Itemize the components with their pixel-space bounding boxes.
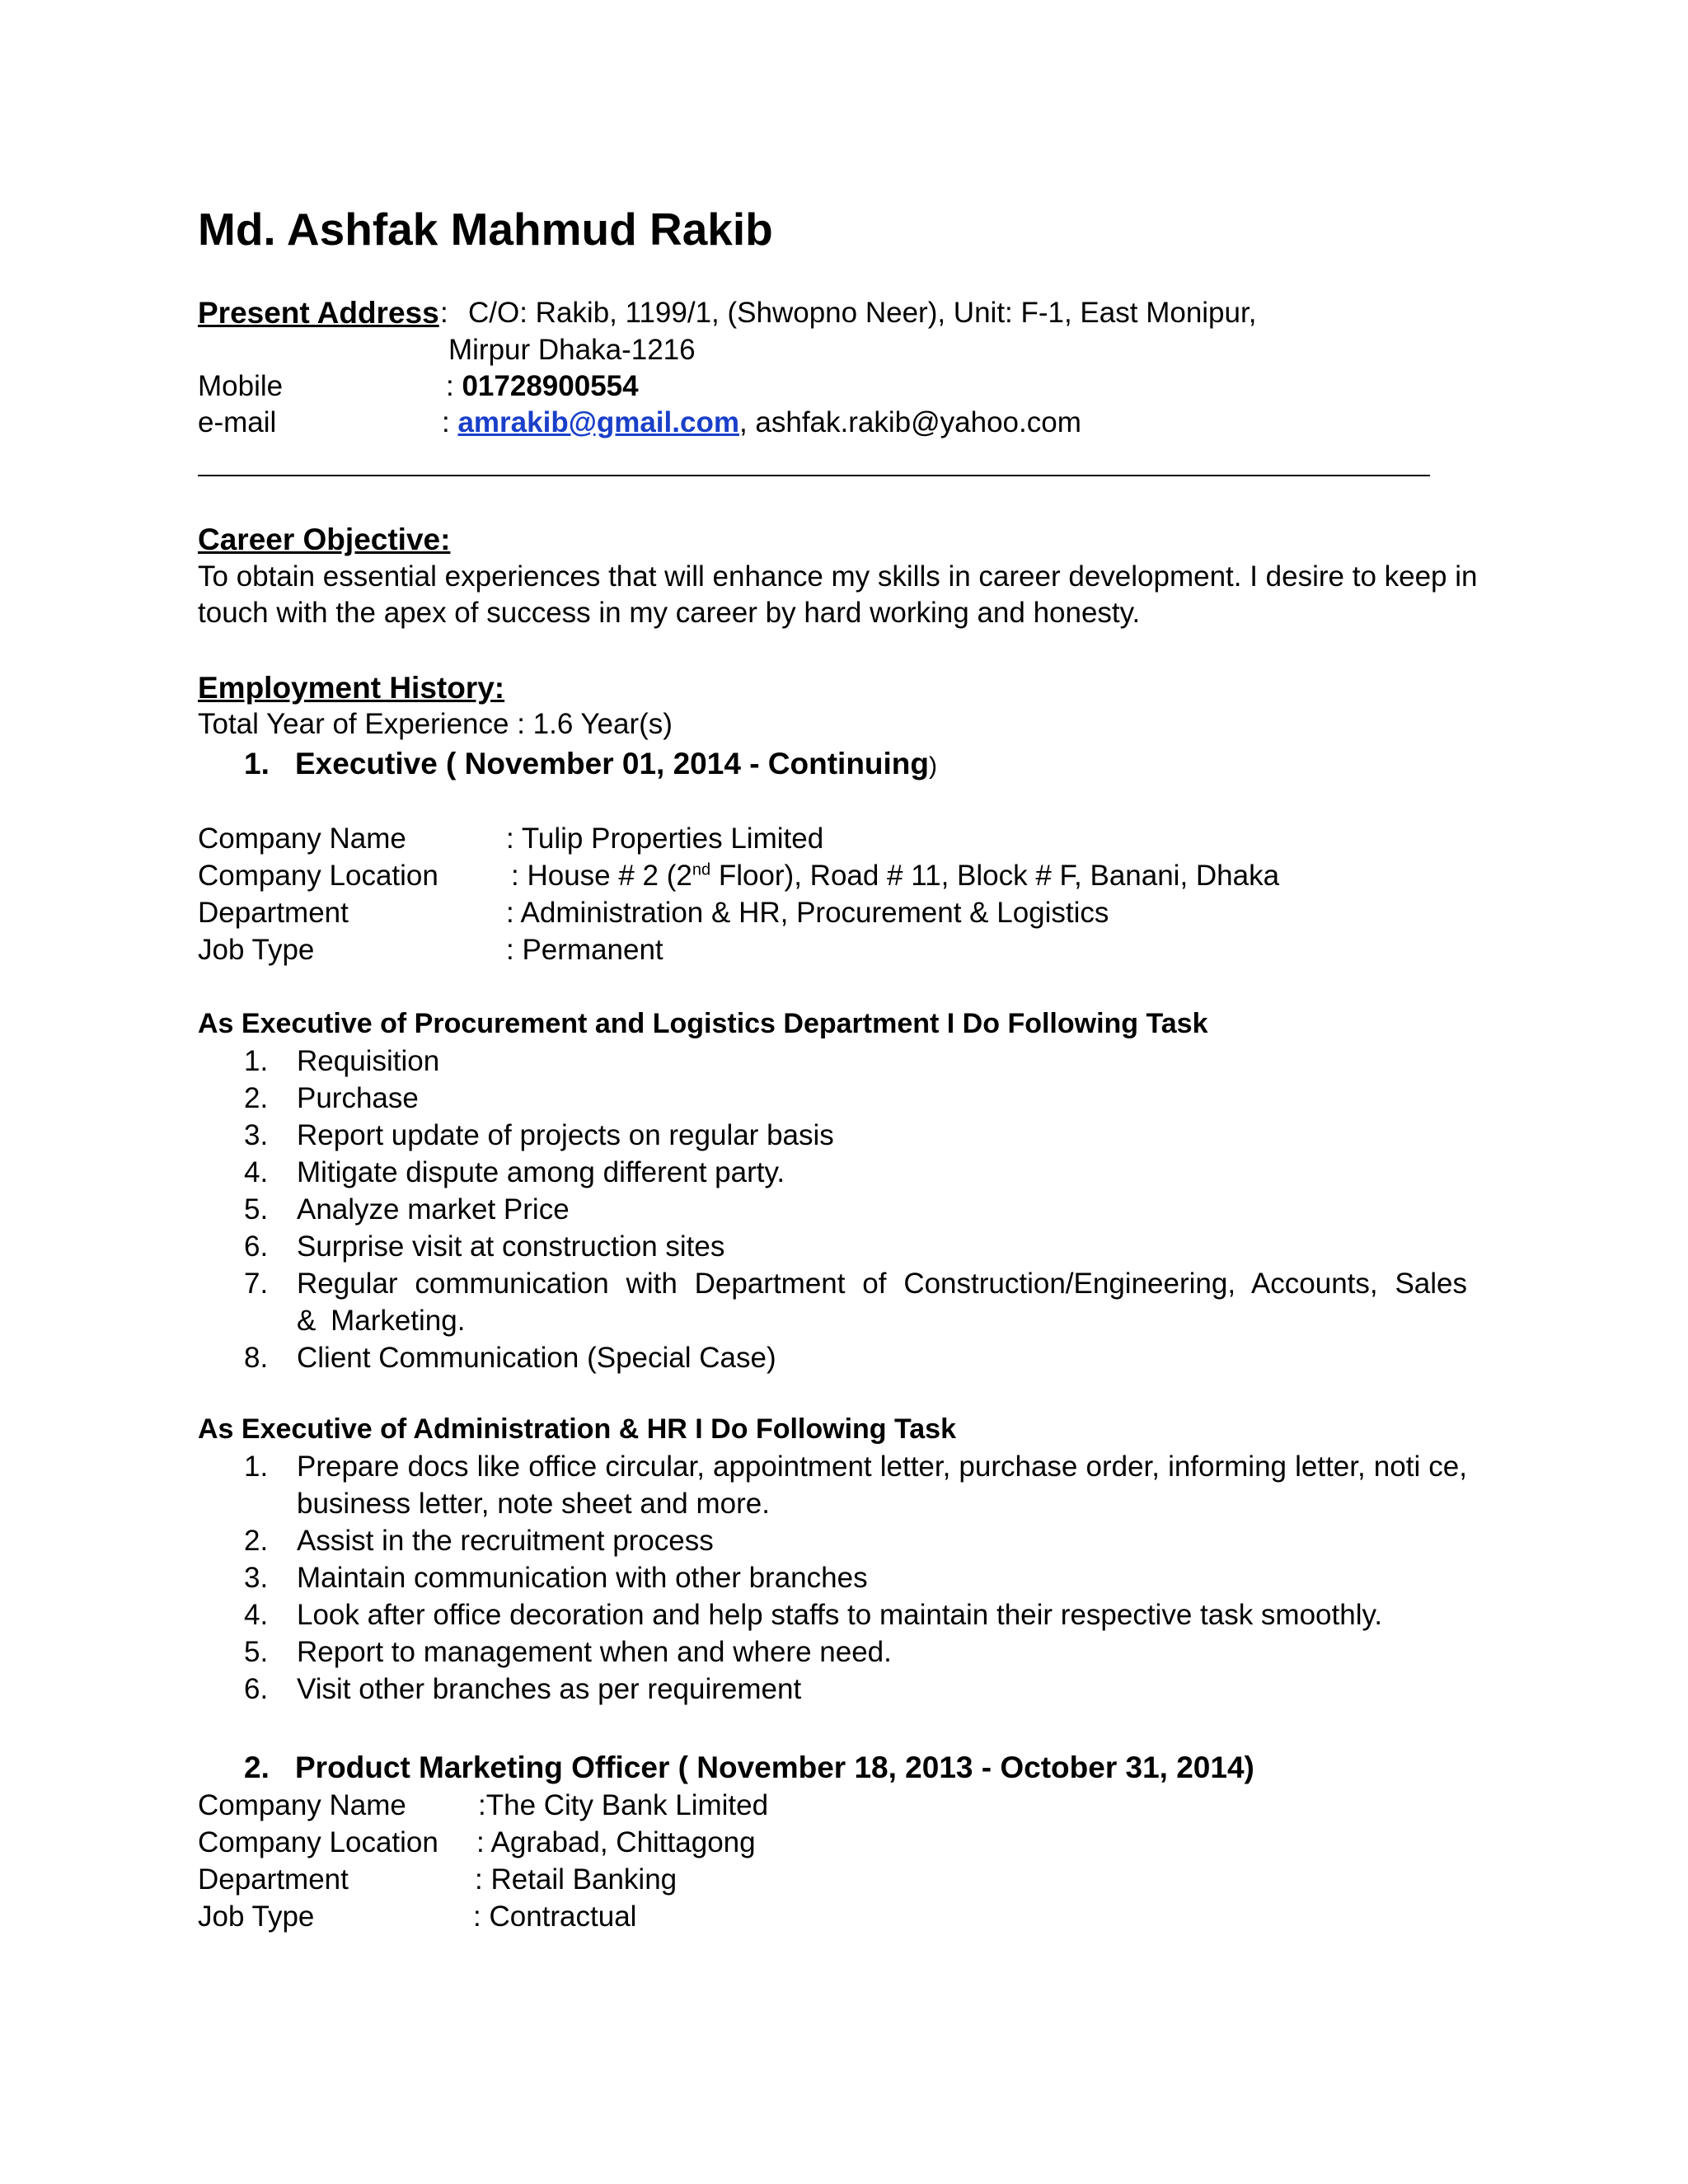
list-item-text: Regular communication with Department of Construction/Engineering, Accounts, Sales & Marketing. xyxy=(297,1268,1467,1337)
email-link-primary[interactable]: amrakib@gmail.com xyxy=(457,406,739,438)
mobile-label: Mobile xyxy=(198,370,284,402)
list-item-text: Maintain communication with other branches xyxy=(297,1562,868,1594)
list-item-text: Assist in the recruitment process xyxy=(297,1525,714,1557)
address-line-2: Mirpur Dhaka-1216 xyxy=(448,334,696,366)
job-2-jobtype-value: : Contractual xyxy=(473,1900,637,1933)
list-item-text: Surprise visit at construction sites xyxy=(297,1230,725,1263)
list-item xyxy=(244,1671,1517,1708)
job-1-title-close: ) xyxy=(929,752,937,780)
job-1-title xyxy=(295,745,937,785)
list-item xyxy=(244,1448,1517,1522)
list-item-number: 2. xyxy=(244,1082,269,1114)
list-item xyxy=(244,1191,1517,1228)
list-item-text: Purchase xyxy=(297,1082,419,1114)
list-item xyxy=(244,1043,1517,1080)
list-item xyxy=(244,1522,1517,1559)
career-objective-line-1: To obtain essential experiences that will enhance my skills in career development. I desire to keep in xyxy=(198,560,1478,593)
list-item-text: Report to management when and where need. xyxy=(297,1636,892,1668)
job-1-location-part-b: Floor), Road # 11, Block # F, Banani, Dhaka xyxy=(710,860,1280,892)
address-label: Present Address xyxy=(198,296,439,330)
job-1-number: 1. xyxy=(244,747,270,780)
candidate-name: Md. Ashfak Mahmud Rakib xyxy=(198,204,773,255)
list-item-text: Mitigate dispute among different party. xyxy=(297,1156,785,1188)
list-item-text: Client Communication (Special Case) xyxy=(297,1342,776,1374)
job-1-location-label: Company Location xyxy=(198,860,438,892)
list-item-number: 5. xyxy=(244,1193,269,1226)
job-2-department-value: : Retail Banking xyxy=(475,1863,678,1896)
list-item-text: Visit other branches as per requirement xyxy=(297,1673,802,1705)
list-item-number: 4. xyxy=(244,1156,269,1188)
job-2-title: Product Marketing Officer ( November 18, 2013 - October 31, 2014) xyxy=(295,1750,1254,1784)
list-item-number: 7. xyxy=(244,1268,269,1300)
divider-rule xyxy=(198,475,1430,476)
list-item xyxy=(244,1559,1517,1596)
list-item-number: 8. xyxy=(244,1342,269,1374)
list-item xyxy=(244,1339,1517,1376)
mobile-separator: : xyxy=(446,370,454,402)
job-2-location-value: : Agrabad, Chittagong xyxy=(476,1826,756,1858)
list-item-number: 4. xyxy=(244,1599,269,1631)
list-item-number: 2. xyxy=(244,1525,269,1557)
list-item xyxy=(244,1265,1517,1339)
job-1-location-part-a: : House # 2 (2 xyxy=(511,860,692,892)
list-item-number: 6. xyxy=(244,1673,269,1705)
list-item-number: 5. xyxy=(244,1636,269,1668)
list-item xyxy=(244,1228,1517,1265)
list-item xyxy=(244,1596,1517,1633)
job-2-number: 2. xyxy=(244,1750,270,1784)
job-2-jobtype-label: Job Type xyxy=(198,1900,315,1933)
list-item-number: 6. xyxy=(244,1230,269,1263)
mobile-number: 01728900554 xyxy=(462,370,639,402)
procurement-tasks-heading: As Executive of Procurement and Logistics Department I Do Following Task xyxy=(198,1008,1208,1039)
list-item-text: Report update of projects on regular basis xyxy=(297,1119,834,1151)
career-objective-heading: Career Objective: xyxy=(198,523,451,556)
list-item-number: 3. xyxy=(244,1119,269,1151)
career-objective-line-2: touch with the apex of success in my career by hard working and honesty. xyxy=(198,597,1141,629)
email-label: e-mail xyxy=(198,406,277,438)
job-1-company-value: : Tulip Properties Limited xyxy=(506,823,824,855)
job-1-jobtype-label: Job Type xyxy=(198,934,315,966)
address-line-1: C/O: Rakib, 1199/1, (Shwopno Neer), Unit: F-1, East Monipur, xyxy=(468,297,1257,329)
job-2-company-label: Company Name xyxy=(198,1789,406,1821)
total-experience: Total Year of Experience : 1.6 Year(s) xyxy=(198,708,673,740)
procurement-task-list xyxy=(244,1043,1517,1376)
email-separator: : xyxy=(442,406,450,438)
email-secondary: , ashfak.rakib@yahoo.com xyxy=(738,406,1081,438)
email-value xyxy=(442,404,1081,441)
admin-hr-task-list xyxy=(244,1448,1517,1708)
job-2-company-value: :The City Bank Limited xyxy=(478,1789,769,1821)
list-item-text: Prepare docs like office circular, appointment letter, purchase order, informing letter, noti ce, business letter, note sheet and more. xyxy=(297,1451,1467,1520)
list-item-text: Look after office decoration and help staffs to maintain their respective task smoothly. xyxy=(297,1599,1383,1631)
list-item xyxy=(244,1117,1517,1154)
list-item-number: 3. xyxy=(244,1562,269,1594)
job-1-jobtype-value: : Permanent xyxy=(506,934,663,966)
list-item-number: 1. xyxy=(244,1451,269,1483)
list-item xyxy=(244,1154,1517,1191)
employment-history-heading: Employment History: xyxy=(198,671,505,705)
job-1-department-value: : Administration & HR, Procurement & Logistics xyxy=(506,897,1109,929)
list-item-number: 1. xyxy=(244,1045,269,1077)
job-1-location-value xyxy=(511,857,1279,894)
list-item xyxy=(244,1633,1517,1671)
job-1-company-label: Company Name xyxy=(198,823,406,855)
job-1-title-text: Executive ( November 01, 2014 - Continuing xyxy=(295,747,929,780)
mobile-value xyxy=(446,368,639,405)
list-item xyxy=(244,1080,1517,1117)
list-item-text: Requisition xyxy=(297,1045,440,1077)
list-item-text: Analyze market Price xyxy=(297,1193,570,1226)
job-1-location-sup: nd xyxy=(692,860,711,879)
admin-hr-tasks-heading: As Executive of Administration & HR I Do Following Task xyxy=(198,1413,956,1445)
job-2-location-label: Company Location xyxy=(198,1826,438,1858)
job-1-department-label: Department xyxy=(198,897,349,929)
job-2-department-label: Department xyxy=(198,1863,349,1896)
address-separator: : xyxy=(440,297,448,329)
